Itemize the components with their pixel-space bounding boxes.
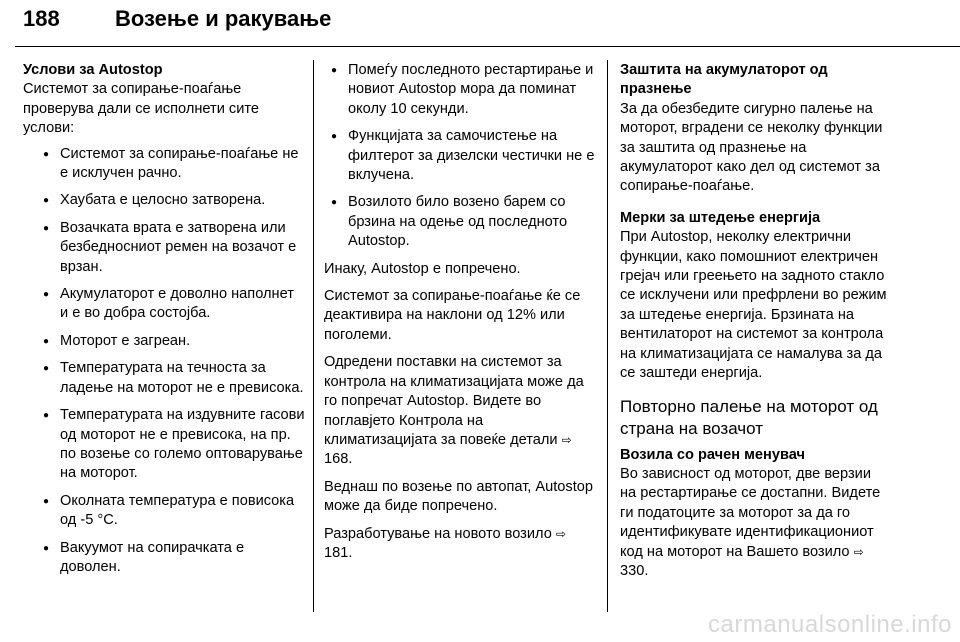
paragraph-text: Разработување на новото возило (324, 525, 552, 542)
conditions-list-continued (324, 61, 596, 252)
paragraph (324, 353, 596, 469)
paragraph: Веднаш по возење по автопат, Autostop може да биде попречено. (324, 478, 594, 515)
list-item: ● Возилото било возено барем со брзина на одење од последното Autostop. (324, 193, 596, 251)
restart-section-title: Повторно палење на моторот од страна на возачот (620, 396, 878, 438)
arrow-right-icon: ⇨ (561, 432, 572, 447)
column-1 (23, 61, 305, 585)
paragraph (324, 525, 596, 564)
paragraph-text: Одредени поставки на системот за контрола на климатизацијата може да го попречат Autostop. Видете во поглавјето Контрола на климатизацијата за повеќе детали (324, 354, 584, 448)
paragraph: Инаку, Autostop е попречено. (324, 260, 521, 277)
conditions-list (23, 145, 305, 578)
paragraph: При Autostop, неколку електрични функции, како помошниот електричен грејач или греењето на задното стакло се исклучени или префрлени во режим за штедење енергија. Брзината на вентилаторот на системот за контрола на климатизацијата се намалува за да се заштеди енергија. (620, 229, 887, 382)
page-reference-link[interactable]: 181. (324, 544, 353, 561)
page-title: Возење и ракување (115, 6, 332, 31)
column-divider-1 (313, 60, 314, 612)
column-2 (324, 61, 596, 571)
paragraph: За да обезбедите сигурно палење на моторот, вградени се неколку функции за заштита од празнење на акумулаторот како дел од системот за сопирање-поаѓање. (620, 100, 883, 195)
list-item: ● Акумулаторот е доволно наполнет и е во добра состојба. (36, 285, 305, 324)
battery-protection-heading: Заштита на акумулаторот од празнење (620, 62, 828, 98)
list-item: ● Функцијата за самочистење на филтерот за дизелски честички не е вклучена. (324, 127, 596, 185)
autostop-conditions-intro: Системот за сопирање-поаѓање проверува дали се исполнети сите услови: (23, 81, 260, 137)
arrow-right-icon: ⇨ (853, 544, 864, 559)
list-item: ● Температурата на издувните гасови од моторот не е превисока, на пр. по возење со големо оптоварување на моторот. (36, 406, 305, 484)
list-item: ● Помеѓу последното рестартирање и новиот Autostop мора да поминат околу 10 секунди. (324, 61, 596, 119)
autostop-conditions-heading: Услови за Autostop (23, 62, 163, 78)
list-item: ● Моторот е загреан. (36, 332, 305, 351)
watermark: carmanualsonline.info (708, 611, 952, 638)
list-item: ● Хаубата е целосно затворена. (36, 191, 305, 210)
list-item: ● Вакуумот на сопирачката е доволен. (36, 539, 305, 578)
list-item: ● Системот за сопирање-поаѓање не е исклучен рачно. (36, 145, 305, 184)
page-reference-link[interactable]: 330. (620, 562, 649, 579)
header-rule (15, 46, 960, 47)
arrow-right-icon: ⇨ (555, 526, 566, 541)
column-3 (620, 61, 890, 589)
paragraph: Системот за сопирање-поаѓање ќе се деактивира на наклони од 12% или поголеми. (324, 288, 581, 343)
energy-saving-heading: Мерки за штедење енергија (620, 209, 821, 226)
column-divider-2 (607, 60, 608, 612)
page-reference-link[interactable]: 168. (324, 451, 353, 468)
page-number: 188 (23, 6, 60, 31)
manual-transmission-heading: Возила со рачен менувач (620, 446, 805, 463)
paragraph (620, 465, 890, 581)
list-item: ● Температурата на течноста за ладење на моторот не е превисока. (36, 359, 305, 398)
list-item: ● Околната температура е повисока од -5 °C. (36, 492, 305, 531)
paragraph-text: Во зависност од моторот, две верзии на рестартирање се достапни. Видете ги податоците за моторот за да го идентификувате идентификациониот код на моторот на Вашето возило (620, 465, 881, 560)
page-header (23, 6, 331, 32)
list-item: ● Возачката врата е затворена или безбедносниот ремен на возачот е врзан. (36, 219, 305, 277)
